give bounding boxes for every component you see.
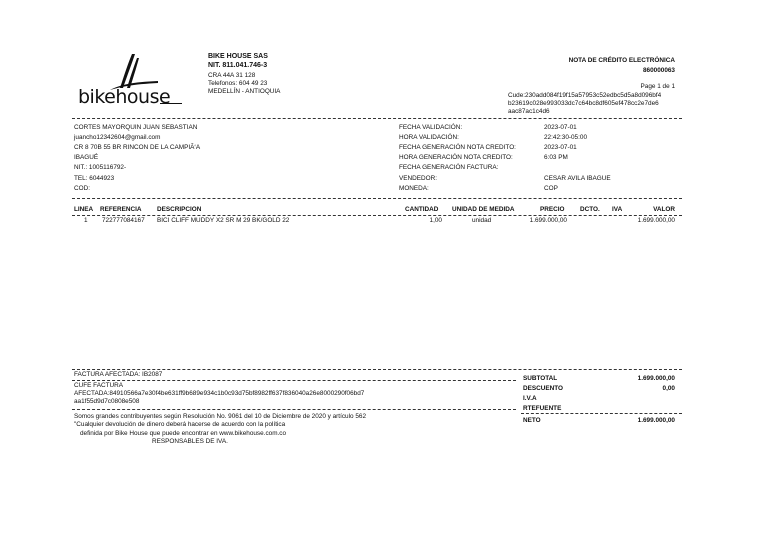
company-phones: Telefonos: 604 49 23 [208,80,268,87]
meta-label: FECHA GENERACIÓN FACTURA: [399,164,499,171]
cufe-line-2: aa1f55d9d7c0808e508 [74,398,140,405]
cude-line-1: Cude:230add084f19f15a57953c52edbc5d5a8d096bf4 [508,92,662,99]
total-label: SUBTOTAL [523,375,558,382]
col-cantidad: CANTIDAD [405,206,439,213]
factura-afectada: FACTURA AFECTADA: IB2087 [74,371,163,378]
page-indicator: Page 1 de 1 [640,83,675,90]
meta-value: 22:42:30-05:00 [544,134,587,141]
total-label: I.V.A [523,395,537,402]
col-descripcion: DESCRIPCION [157,206,202,213]
col-unidad: UNIDAD DE MEDIDA [452,206,515,213]
note-line: Somos grandes contribuyentes según Resolución No. 9061 del 10 de Diciembre de 2020 y artículo 562 [74,413,367,420]
col-linea: LINEA [74,206,94,213]
cude-line-3: aac87ac1c4d6 [508,108,550,115]
divider [72,198,682,199]
meta-label: MONEDA: [399,185,429,192]
total-label: RTEFUENTE [523,405,562,412]
divider [72,369,682,370]
note-line: "Cualquier devolución de dinero deberá hacerse de acuerdo con la política [74,421,286,428]
company-address: CRA 44A 31 128 [208,72,256,79]
total-value: 1.699.000,00 [637,417,675,424]
divider [72,409,516,410]
customer-cod: COD: [74,185,90,192]
company-nit: NIT. 811.041.746-3 [208,62,268,69]
bike-logo-icon [96,48,166,90]
meta-value: 6:03 PM [544,154,568,161]
logo-wordmark: bikehouse [78,86,171,108]
meta-value: COP [544,185,558,192]
cell-linea: 1 [84,217,88,224]
meta-value: CESAR AVILA IBAGUE [544,175,611,182]
cell-cantidad: 1,00 [429,217,442,224]
col-valor: VALOR [653,206,675,213]
col-dcto: DCTO. [580,206,600,213]
cell-precio: 1.699.000,00 [529,217,567,224]
meta-label: FECHA GENERACIÓN NOTA CREDITO: [399,144,516,151]
total-label: DESCUENTO [523,385,564,392]
cude-line-2: b23619c028e993033dc7c64bc8df605ef478cc2e7de6 [508,100,659,107]
meta-value: 2023-07-01 [544,124,577,131]
meta-value: 2023-07-01 [544,144,577,151]
total-value: 1.699.000,00 [637,375,675,382]
company-name: BIKE HOUSE SAS [208,53,268,60]
customer-city: IBAGUÉ [74,154,99,161]
cell-referencia: 722777084167 [102,217,145,224]
col-precio: PRECIO [540,206,565,213]
customer-name: CORTES MAYORQUIN JUAN SEBASTIAN [74,124,198,131]
divider [521,413,682,414]
note-line: RESPONSABLES DE IVA. [152,438,228,445]
customer-tel: TEL: 6044923 [74,175,115,182]
col-referencia: REFERENCIA [100,206,142,213]
meta-label: FECHA VALIDACIÓN: [399,124,463,131]
customer-email: juancho12342604@gmail.com [74,134,161,141]
meta-label: HORA VALIDACIÓN: [399,134,459,141]
cufe-line-1: AFECTADA:84910566a7e30f4be631ff9b689e934c1b0c93d75bf8982ff637f836040a26e8000290f06bd7 [74,390,365,397]
col-iva: IVA [612,206,623,213]
total-label: NETO [523,417,541,424]
doc-title: NOTA DE CRÉDITO ELECTRÓNICA [568,57,675,64]
divider [72,380,516,381]
meta-label: HORA GENERACIÓN NOTA CREDITO: [399,154,513,161]
cell-valor: 1.699.000,00 [637,217,675,224]
customer-nit: NIT.: 1005116792- [74,164,127,171]
note-line: definida por Bike House que puede encontrar en www.bikehouse.com.co [80,430,287,437]
total-value: 0,00 [662,385,675,392]
company-city: MEDELLÍN - ANTIOQUIA [208,88,281,95]
doc-number: 860000063 [643,67,675,74]
customer-address: CR 8 70B 55 BR RINCON DE LA CAMPIÃ‘A [74,144,201,151]
divider [72,118,682,119]
divider [72,215,682,216]
logo-underline [160,103,182,104]
meta-label: VENDEDOR: [399,175,437,182]
cell-descripcion: BICI CLIFF MUDDY X2 SR M 29 BK/GOLD 22 [157,217,290,224]
cufe-label: CUFE FACTURA [74,382,123,389]
cell-unidad: unidad [472,217,492,224]
